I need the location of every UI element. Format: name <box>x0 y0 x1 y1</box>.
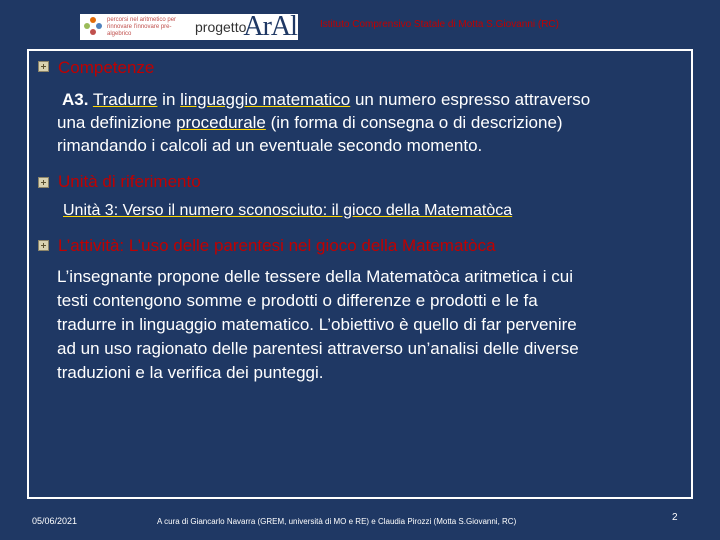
logo-subtitle: percorsi nel aritmetico per rinnovare l'innovare pre-algebrico <box>107 16 177 37</box>
competenze-line-3: rimandando i calcoli ad un eventuale secondo momento. <box>57 136 483 155</box>
word-linguaggio-matematico: linguaggio matematico <box>180 90 351 109</box>
logo-big-text: ArAl <box>243 14 297 40</box>
logo-word: progetto <box>195 19 247 35</box>
attivita-line-1: L’insegnante propone delle tessere della Matematòca aritmetica i cui <box>57 267 573 286</box>
word-procedurale: procedurale <box>176 113 266 132</box>
heading-competenze: Competenze <box>58 58 155 77</box>
bullet-icon <box>38 61 49 72</box>
flower-icon <box>82 15 104 39</box>
attivita-line-3: tradurre in linguaggio matematico. L’obiettivo è quello di far pervenire <box>57 315 577 334</box>
footer-date: 05/06/2021 <box>32 516 78 526</box>
bullet-icon <box>38 240 49 251</box>
line2-end: (in forma di consegna o di descrizione) <box>265 113 563 132</box>
unita-link[interactable]: Unità 3: Verso il numero sconosciuto: il gioco della Matematòca <box>63 202 513 219</box>
footer-credit: A cura di Giancarlo Navarra (GREM, università di MO e RE) e Claudia Pirozzi (Motta S.Giovanni, RC) <box>157 517 517 526</box>
competenze-line-1 <box>62 89 590 111</box>
word-tradurre: Tradurre <box>92 90 158 109</box>
page-number: 2 <box>672 512 678 523</box>
line2-start: una definizione <box>57 113 177 132</box>
school-name: Istituto Comprensivo Statale di Motta S.Giovanni (RC) <box>320 19 559 30</box>
attivita-line-4: ad un uso ragionato delle parentesi attraverso un’analisi delle diverse <box>57 339 579 358</box>
competenze-code: A3. <box>62 90 89 109</box>
heading-attivita: L’attività: L’uso delle parentesi nel gioco della Matematòca <box>58 236 496 255</box>
competenze-rest: un numero espresso attraverso <box>350 90 591 109</box>
heading-unita: Unità di riferimento <box>58 172 201 191</box>
arал-project-logo <box>80 14 298 40</box>
attivita-line-5: traduzioni e la verifica dei punteggi. <box>57 363 324 382</box>
competenze-line-2 <box>57 112 563 134</box>
attivita-line-2: testi contengono somme e prodotti o differenze e prodotti e le fa <box>57 291 538 310</box>
word-in: in <box>157 90 181 109</box>
bullet-icon <box>38 177 49 188</box>
